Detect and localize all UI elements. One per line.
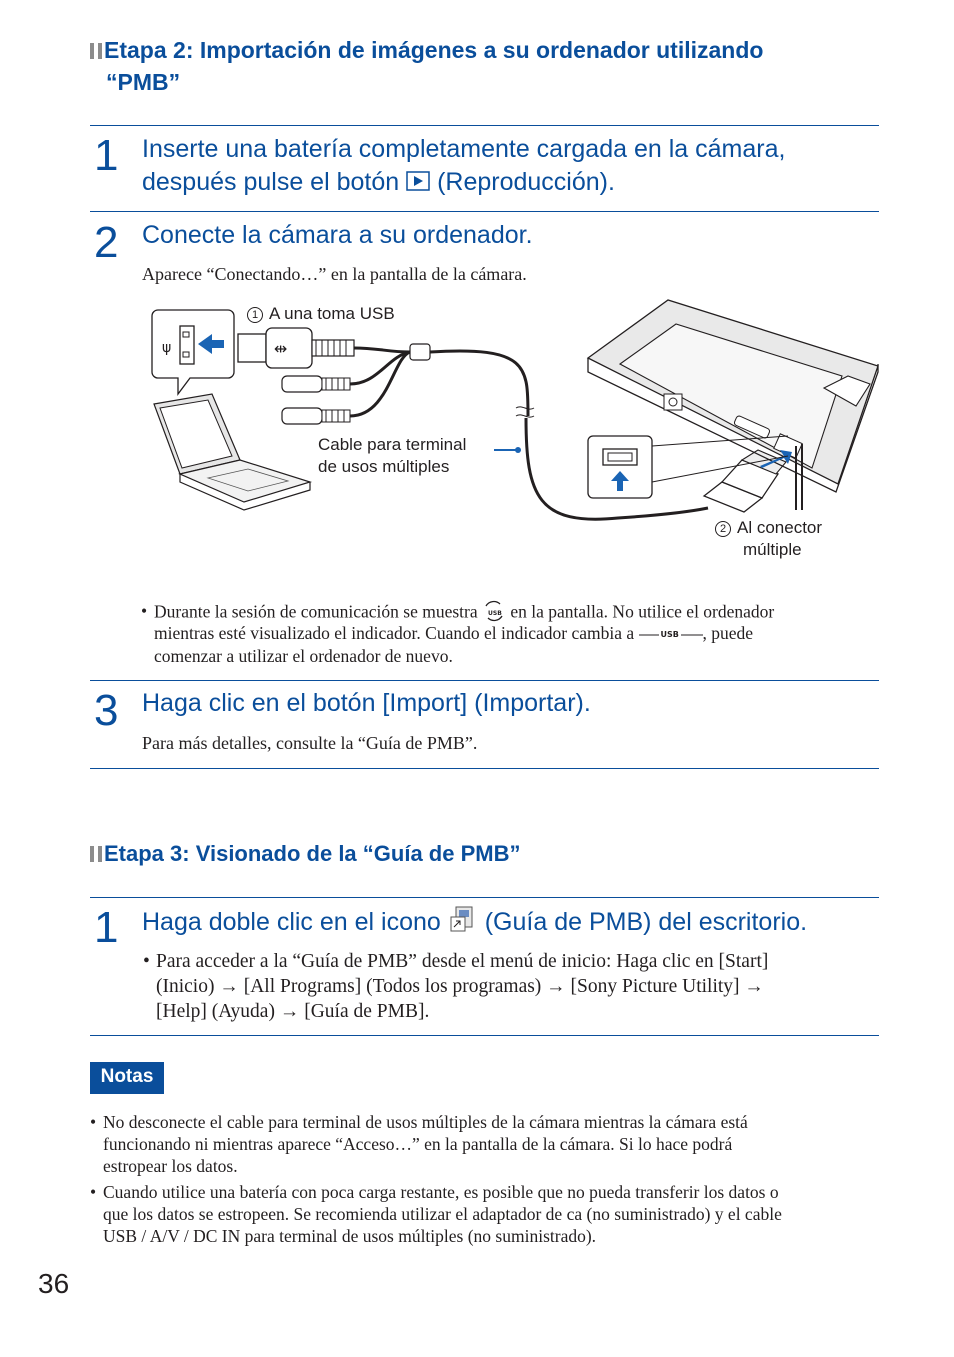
divider bbox=[90, 768, 879, 769]
note-text-line2: que los datos se estropeen. Se recomienda utilizar el adaptador de ca (no suministrado) y el cable bbox=[103, 1204, 782, 1224]
step-body: Para más detalles, consulte la “Guía de PMB”. bbox=[142, 733, 478, 753]
callout-number: 1 bbox=[247, 307, 263, 323]
bullet-text-line2: (Inicio) → [All Programs] (Todos los programas) → [Sony Picture Utility] → bbox=[156, 976, 764, 997]
step-text-post: (Reproducción). bbox=[437, 168, 615, 196]
note-text-line3: USB / A/V / DC IN para terminal de usos múltiples (no suministrado). bbox=[103, 1226, 597, 1246]
bullet-text-line3: [Help] (Ayuda) → [Guía de PMB]. bbox=[156, 1001, 430, 1022]
bullet-text: , puede bbox=[702, 623, 754, 643]
connector-label bbox=[715, 517, 822, 539]
step-text: Conecte la cámara a su ordenador. bbox=[142, 221, 533, 249]
svg-text:USB: USB bbox=[488, 610, 502, 617]
section-title-line2: “PMB” bbox=[106, 69, 181, 95]
note-item: • No desconecte el cable para terminal de usos múltiples de la cámara mientras la cámara está bbox=[90, 1112, 748, 1132]
note-text: No desconecte el cable para terminal de usos múltiples de la cámara mientras la cámara está bbox=[103, 1112, 748, 1132]
step-number: 1 bbox=[94, 903, 119, 952]
step-number: 2 bbox=[94, 218, 119, 267]
section-heading bbox=[90, 34, 763, 66]
svg-text:ψ: ψ bbox=[162, 340, 172, 356]
divider bbox=[90, 1035, 879, 1036]
step-text: Haga clic en el botón [Import] (Importar). bbox=[142, 689, 591, 717]
step-body: Aparece “Conectando…” en la pantalla de la cámara. bbox=[142, 264, 527, 284]
svg-text:⇹: ⇹ bbox=[274, 339, 288, 358]
step-number: 3 bbox=[94, 686, 119, 735]
divider bbox=[90, 211, 879, 212]
cable-label-line1: Cable para terminal bbox=[318, 435, 467, 454]
step-text-pre: después pulse el botón bbox=[142, 168, 400, 196]
notes-badge: Notas bbox=[90, 1062, 164, 1094]
bullet-text: en la pantalla. No utilice el ordenador bbox=[510, 601, 775, 622]
usb-mode-icon bbox=[639, 628, 703, 642]
bullet-text-line3: comenzar a utilizar el ordenador de nuevo. bbox=[154, 646, 453, 666]
bullet-text: mientras esté visualizado el indicador. Cuando el indicador cambia a bbox=[154, 623, 635, 643]
callout-number: 2 bbox=[715, 521, 731, 537]
bullet-text: Para acceder a la “Guía de PMB” desde el menú de inicio: Haga clic en [Start] bbox=[156, 951, 769, 972]
section-title: Etapa 3: Visionado de la “Guía de PMB” bbox=[104, 841, 521, 866]
note-text: Cuando utilice una batería con poca carga restante, es posible que no pueda transferir los datos o bbox=[103, 1182, 779, 1202]
note-text-line2: funcionando ni mientras aparece “Acceso…” en la pantalla de la cámara. Si lo hace podrá bbox=[103, 1134, 733, 1154]
step-number: 1 bbox=[94, 131, 119, 180]
divider bbox=[90, 897, 879, 898]
section-heading bbox=[90, 838, 520, 870]
note-text-line3: estropear los datos. bbox=[103, 1156, 238, 1176]
section-marker-icon bbox=[90, 846, 102, 862]
connector-label-line1: Al conector bbox=[737, 518, 823, 537]
step-text-line2 bbox=[142, 166, 615, 200]
bullet-item: • Durante la sesión de comunicación se muestra USB en la pantalla. No utilice el ordenador bbox=[154, 600, 774, 627]
page-number: 36 bbox=[38, 1268, 70, 1299]
connector-label-line2: múltiple bbox=[743, 540, 802, 559]
play-button-icon bbox=[406, 167, 430, 200]
usb-label bbox=[247, 303, 395, 325]
section-marker-icon bbox=[90, 43, 102, 59]
step-text bbox=[142, 905, 807, 942]
section-title-line1: Etapa 2: Importación de imágenes a su ordenador utilizando bbox=[104, 37, 764, 63]
divider bbox=[90, 125, 879, 126]
pmb-guide-icon bbox=[448, 905, 478, 942]
cable-label-line2: de usos múltiples bbox=[318, 457, 450, 476]
bullet-text-line2 bbox=[154, 622, 753, 644]
divider bbox=[90, 680, 879, 681]
usb-mode-label: USB bbox=[659, 628, 681, 642]
step-text-post: (Guía de PMB) del escritorio. bbox=[484, 908, 808, 937]
bullet-text: Durante la sesión de comunicación se muestra bbox=[154, 601, 478, 622]
note-item: • Cuando utilice una batería con poca carga restante, es posible que no pueda transferir los datos o bbox=[90, 1182, 779, 1202]
step-text-pre: Haga doble clic en el icono bbox=[142, 908, 441, 937]
usb-label-text: A una toma USB bbox=[269, 304, 395, 323]
bullet-item: • Para acceder a la “Guía de PMB” desde el menú de inicio: Haga clic en [Start] bbox=[143, 951, 769, 972]
step-text-line1: Inserte una batería completamente cargada en la cámara, bbox=[142, 135, 786, 163]
